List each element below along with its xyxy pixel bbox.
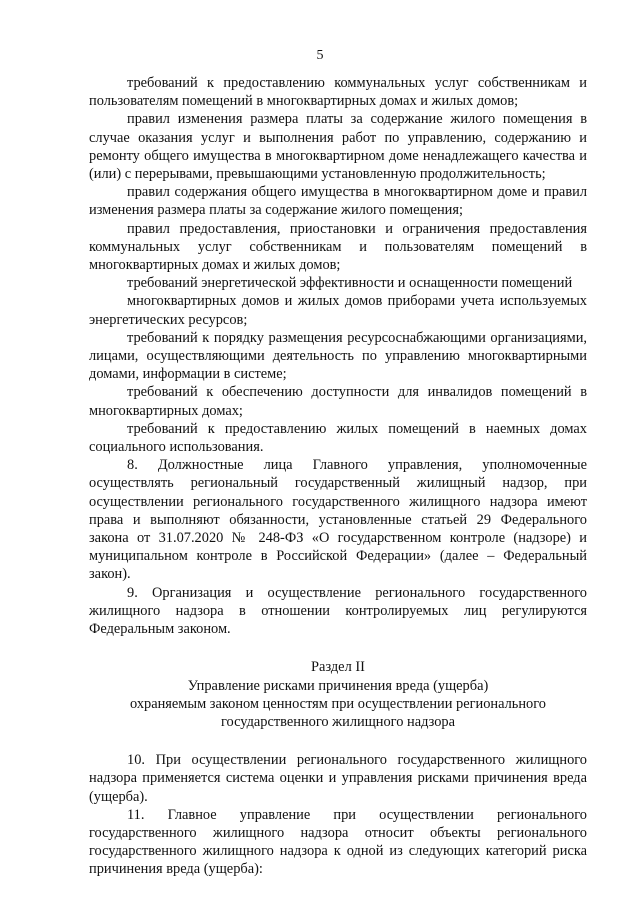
paragraph-8-officials: 8. Должностные лица Главного управления, уполномоченные осуществлять региональный государственный жилищный надзор, при осуществлении регионального государственного жилищного надзора имеют права и выполняют обязанности, установленные статьей 29 Федерального закона от 31.07.2020 № 248-ФЗ «О государственном контроле (надзоре) и муниципальном контроле в Российской Федерации» (далее – Федеральный закон). bbox=[89, 457, 587, 583]
paragraph-10-risk-system: 10. При осуществлении регионального государственного жилищного надзора применяется система оценки и управления рисками причинения вреда (ущерба). bbox=[89, 752, 587, 805]
paragraph-11-risk-categories: 11. Главное управление при осуществлении регионального государственного жилищного надзора относит объекты регионального государственного жилищного надзора к одной из следующих категорий риска причинения вреда (ущерба): bbox=[89, 806, 587, 878]
paragraph-item-accessibility: требований к обеспечению доступности для инвалидов помещений в многоквартирных домах; bbox=[89, 384, 587, 419]
paragraph-9-organization: 9. Организация и осуществление регионального государственного жилищного надзора в отношении контролируемых лиц регулируются Федеральным законом. bbox=[89, 584, 587, 638]
section-title bbox=[89, 677, 587, 732]
paragraph-item-fee-change-rules: правил изменения размера платы за содержание жилого помещения в случае оказания услуг и выполнения работ по управлению, содержанию и ремонту общего имущества в многоквартирном доме ненадлежащего качества и (или) с перерывами, превышающими установленную продолжительность; bbox=[89, 111, 587, 183]
paragraph-item-social-housing: требований к предоставлению жилых помещений в наемных домах социального использования. bbox=[89, 420, 587, 456]
paragraph-item-metering-devices: многоквартирных домов и жилых домов приборами учета используемых энергетических ресурсов; bbox=[89, 293, 587, 328]
paragraph-item-energy-efficiency: требований энергетической эффективности и оснащенности помещений bbox=[127, 275, 573, 292]
paragraph-item-requirements-utilities: требований к предоставлению коммунальных услуг собственникам и пользователям помещений в многоквартирных домах и жилых домов; bbox=[89, 75, 587, 110]
section-heading: Раздел II bbox=[311, 659, 365, 676]
document-body bbox=[89, 74, 587, 879]
section-title-line: охраняемым законом ценностям при осуществлении регионального bbox=[129, 695, 546, 712]
paragraph-item-information-placement: требований к порядку размещения ресурсоснабжающими организациями, лицами, осуществляющими деятельность по управлению многоквартирными домами, информации в системе; bbox=[89, 329, 587, 383]
section-title-line: государственного жилищного надзора bbox=[220, 713, 455, 730]
paragraph-item-common-property-rules: правил содержания общего имущества в многоквартирном доме и правил изменения размера платы за содержание жилого помещения; bbox=[89, 184, 587, 219]
section-title-line: Управление рисками причинения вреда (ущерба) bbox=[187, 677, 489, 694]
page-number: 5 bbox=[316, 48, 324, 63]
paragraph-item-utility-provision-rules: правил предоставления, приостановки и ограничения предоставления коммунальных услуг собственникам и пользователям помещений в многоквартирных домах и жилых домов; bbox=[89, 220, 587, 274]
